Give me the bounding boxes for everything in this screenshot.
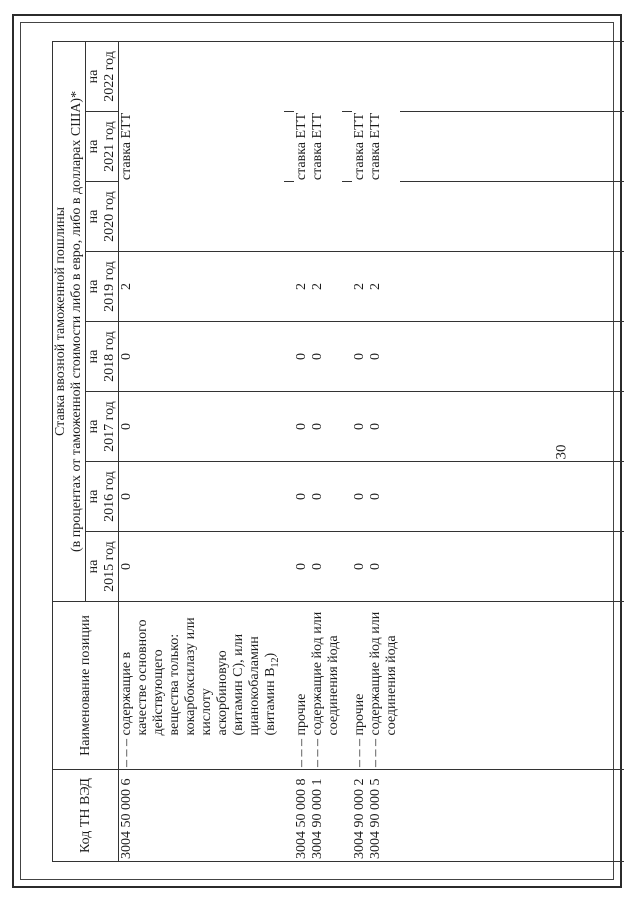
name-line-text: действующего — [151, 649, 166, 736]
cell-rate-2017: 0 — [310, 392, 342, 462]
name-line-text: аскорбиновую — [215, 650, 230, 736]
spacer-row — [284, 41, 294, 861]
name-line-text: цианокобаламин — [247, 636, 262, 736]
name-line — [368, 604, 400, 767]
header-year-2017: 2017 год — [102, 392, 119, 462]
name-line-text: содержащие йод или — [367, 611, 383, 736]
header-code: Код ТН ВЭД — [53, 770, 119, 862]
cell-rate-2019: 2 — [119, 252, 284, 322]
table-body — [119, 41, 624, 861]
header-year-prefix: на — [86, 322, 103, 392]
page-number: 30 — [553, 444, 570, 460]
cell-rate-2018: 0 — [294, 322, 310, 392]
rotated-page-content — [52, 42, 572, 862]
name-line — [310, 604, 342, 767]
header-year-2015: 2015 год — [102, 532, 119, 602]
cell-rate-2020-2022: ставка ЕТТ — [352, 41, 368, 251]
header-year-2019: 2019 год — [102, 252, 119, 322]
name-line-text: вещества только: — [167, 633, 182, 736]
cell-rate-2017: 0 — [294, 392, 310, 462]
cell-rate-2016: 0 — [119, 462, 284, 532]
header-year-2020: 2020 год — [102, 182, 119, 252]
cell-rate-2018: 0 — [352, 322, 368, 392]
cell-rate-2016: 0 — [352, 462, 368, 532]
cell-name — [119, 602, 284, 770]
cell-rate-2018: 0 — [119, 322, 284, 392]
header-year-2016: 2016 год — [102, 462, 119, 532]
tariff-table — [52, 41, 624, 862]
cell-rate-2020-2022: ставка ЕТТ — [368, 41, 400, 251]
cell-rate-2020-2022: ставка ЕТТ — [119, 41, 284, 251]
header-rate-title — [53, 41, 86, 601]
cell-rate-2018: 0 — [310, 322, 342, 392]
cell-code: 3004 50 000 6 — [119, 770, 284, 862]
name-line-text: кокарбоксилазу или — [183, 617, 198, 736]
table-row — [352, 41, 368, 861]
table-row — [294, 41, 310, 861]
cell-rate-2015: 0 — [294, 532, 310, 602]
cell-rate-2016: 0 — [294, 462, 310, 532]
name-line-text-part: (витамин В — [263, 667, 278, 736]
table-row — [119, 41, 284, 861]
name-text — [310, 604, 342, 736]
spacer-row — [342, 41, 352, 861]
name-line — [352, 604, 368, 767]
cell-rate-2019: 2 — [352, 252, 368, 322]
header-year-prefix: на — [86, 532, 103, 602]
name-line-text: качестве основного — [135, 619, 150, 736]
cell-rate-2020-2022: ставка ЕТТ — [310, 41, 342, 251]
header-year-prefix: на — [86, 252, 103, 322]
cell-rate-2017: 0 — [352, 392, 368, 462]
name-subscript: 12 — [269, 657, 281, 668]
name-line-text: содержащие в — [119, 651, 134, 736]
cell-rate-2019: 2 — [310, 252, 342, 322]
name-line-text: кислоту — [199, 688, 214, 736]
name-line-text: содержащие йод или — [309, 611, 325, 736]
header-year-prefix: на — [86, 41, 103, 111]
header-rate-title-line1: Ставка ввозной таможенной пошлины — [53, 206, 68, 436]
cell-rate-2020-2022: ставка ЕТТ — [294, 41, 310, 251]
name-line-text: соединения йода — [325, 635, 341, 736]
table-row — [368, 41, 400, 861]
name-line-text — [263, 604, 284, 736]
trailing-empty-row — [400, 41, 624, 861]
header-year-prefix: на — [86, 392, 103, 462]
cell-rate-2019: 2 — [368, 252, 400, 322]
dash-prefix: – – – — [367, 735, 383, 767]
cell-rate-2016: 0 — [310, 462, 342, 532]
name-line-text: соединения йода — [383, 635, 399, 736]
header-year-2021: 2021 год — [102, 112, 119, 182]
name-text — [294, 604, 310, 736]
header-year-2022: 2022 год — [102, 41, 119, 111]
header-year-prefix: на — [86, 182, 103, 252]
name-line-text: (витамин С), или — [231, 633, 246, 736]
cell-code: 3004 90 000 2 — [352, 770, 368, 862]
table-header — [53, 41, 119, 861]
cell-rate-2016: 0 — [368, 462, 400, 532]
name-line-text: прочие — [293, 693, 309, 736]
header-year-2018: 2018 год — [102, 322, 119, 392]
table-row — [310, 41, 342, 861]
cell-rate-2018: 0 — [368, 322, 400, 392]
cell-code: 3004 90 000 5 — [368, 770, 400, 862]
cell-rate-2015: 0 — [352, 532, 368, 602]
name-text — [352, 604, 368, 736]
dash-prefix: – – – — [119, 735, 134, 767]
cell-rate-2015: 0 — [368, 532, 400, 602]
name-line — [119, 604, 284, 767]
dash-prefix: – – – — [309, 735, 325, 767]
dash-prefix: – – – — [351, 735, 367, 767]
header-year-prefix: на — [86, 112, 103, 182]
cell-name — [294, 602, 310, 770]
cell-rate-2015: 0 — [310, 532, 342, 602]
name-line — [294, 604, 310, 767]
header-name: Наименование позиции — [53, 602, 119, 770]
cell-rate-2017: 0 — [119, 392, 284, 462]
cell-name — [310, 602, 342, 770]
name-text — [368, 604, 400, 736]
cell-rate-2019: 2 — [294, 252, 310, 322]
cell-rate-2017: 0 — [368, 392, 400, 462]
cell-code: 3004 90 000 1 — [310, 770, 342, 862]
cell-rate-2015: 0 — [119, 532, 284, 602]
name-line-text: прочие — [351, 693, 367, 736]
header-year-prefix: на — [86, 462, 103, 532]
cell-name — [368, 602, 400, 770]
cell-name — [352, 602, 368, 770]
name-line-text-end: ) — [263, 652, 278, 658]
header-rate-title-line2: (в процентах от таможенной стоимости либо в евро, либо в долларах США)* — [69, 90, 84, 552]
name-text — [119, 604, 284, 736]
cell-code: 3004 50 000 8 — [294, 770, 310, 862]
dash-prefix: – – – — [293, 735, 309, 767]
